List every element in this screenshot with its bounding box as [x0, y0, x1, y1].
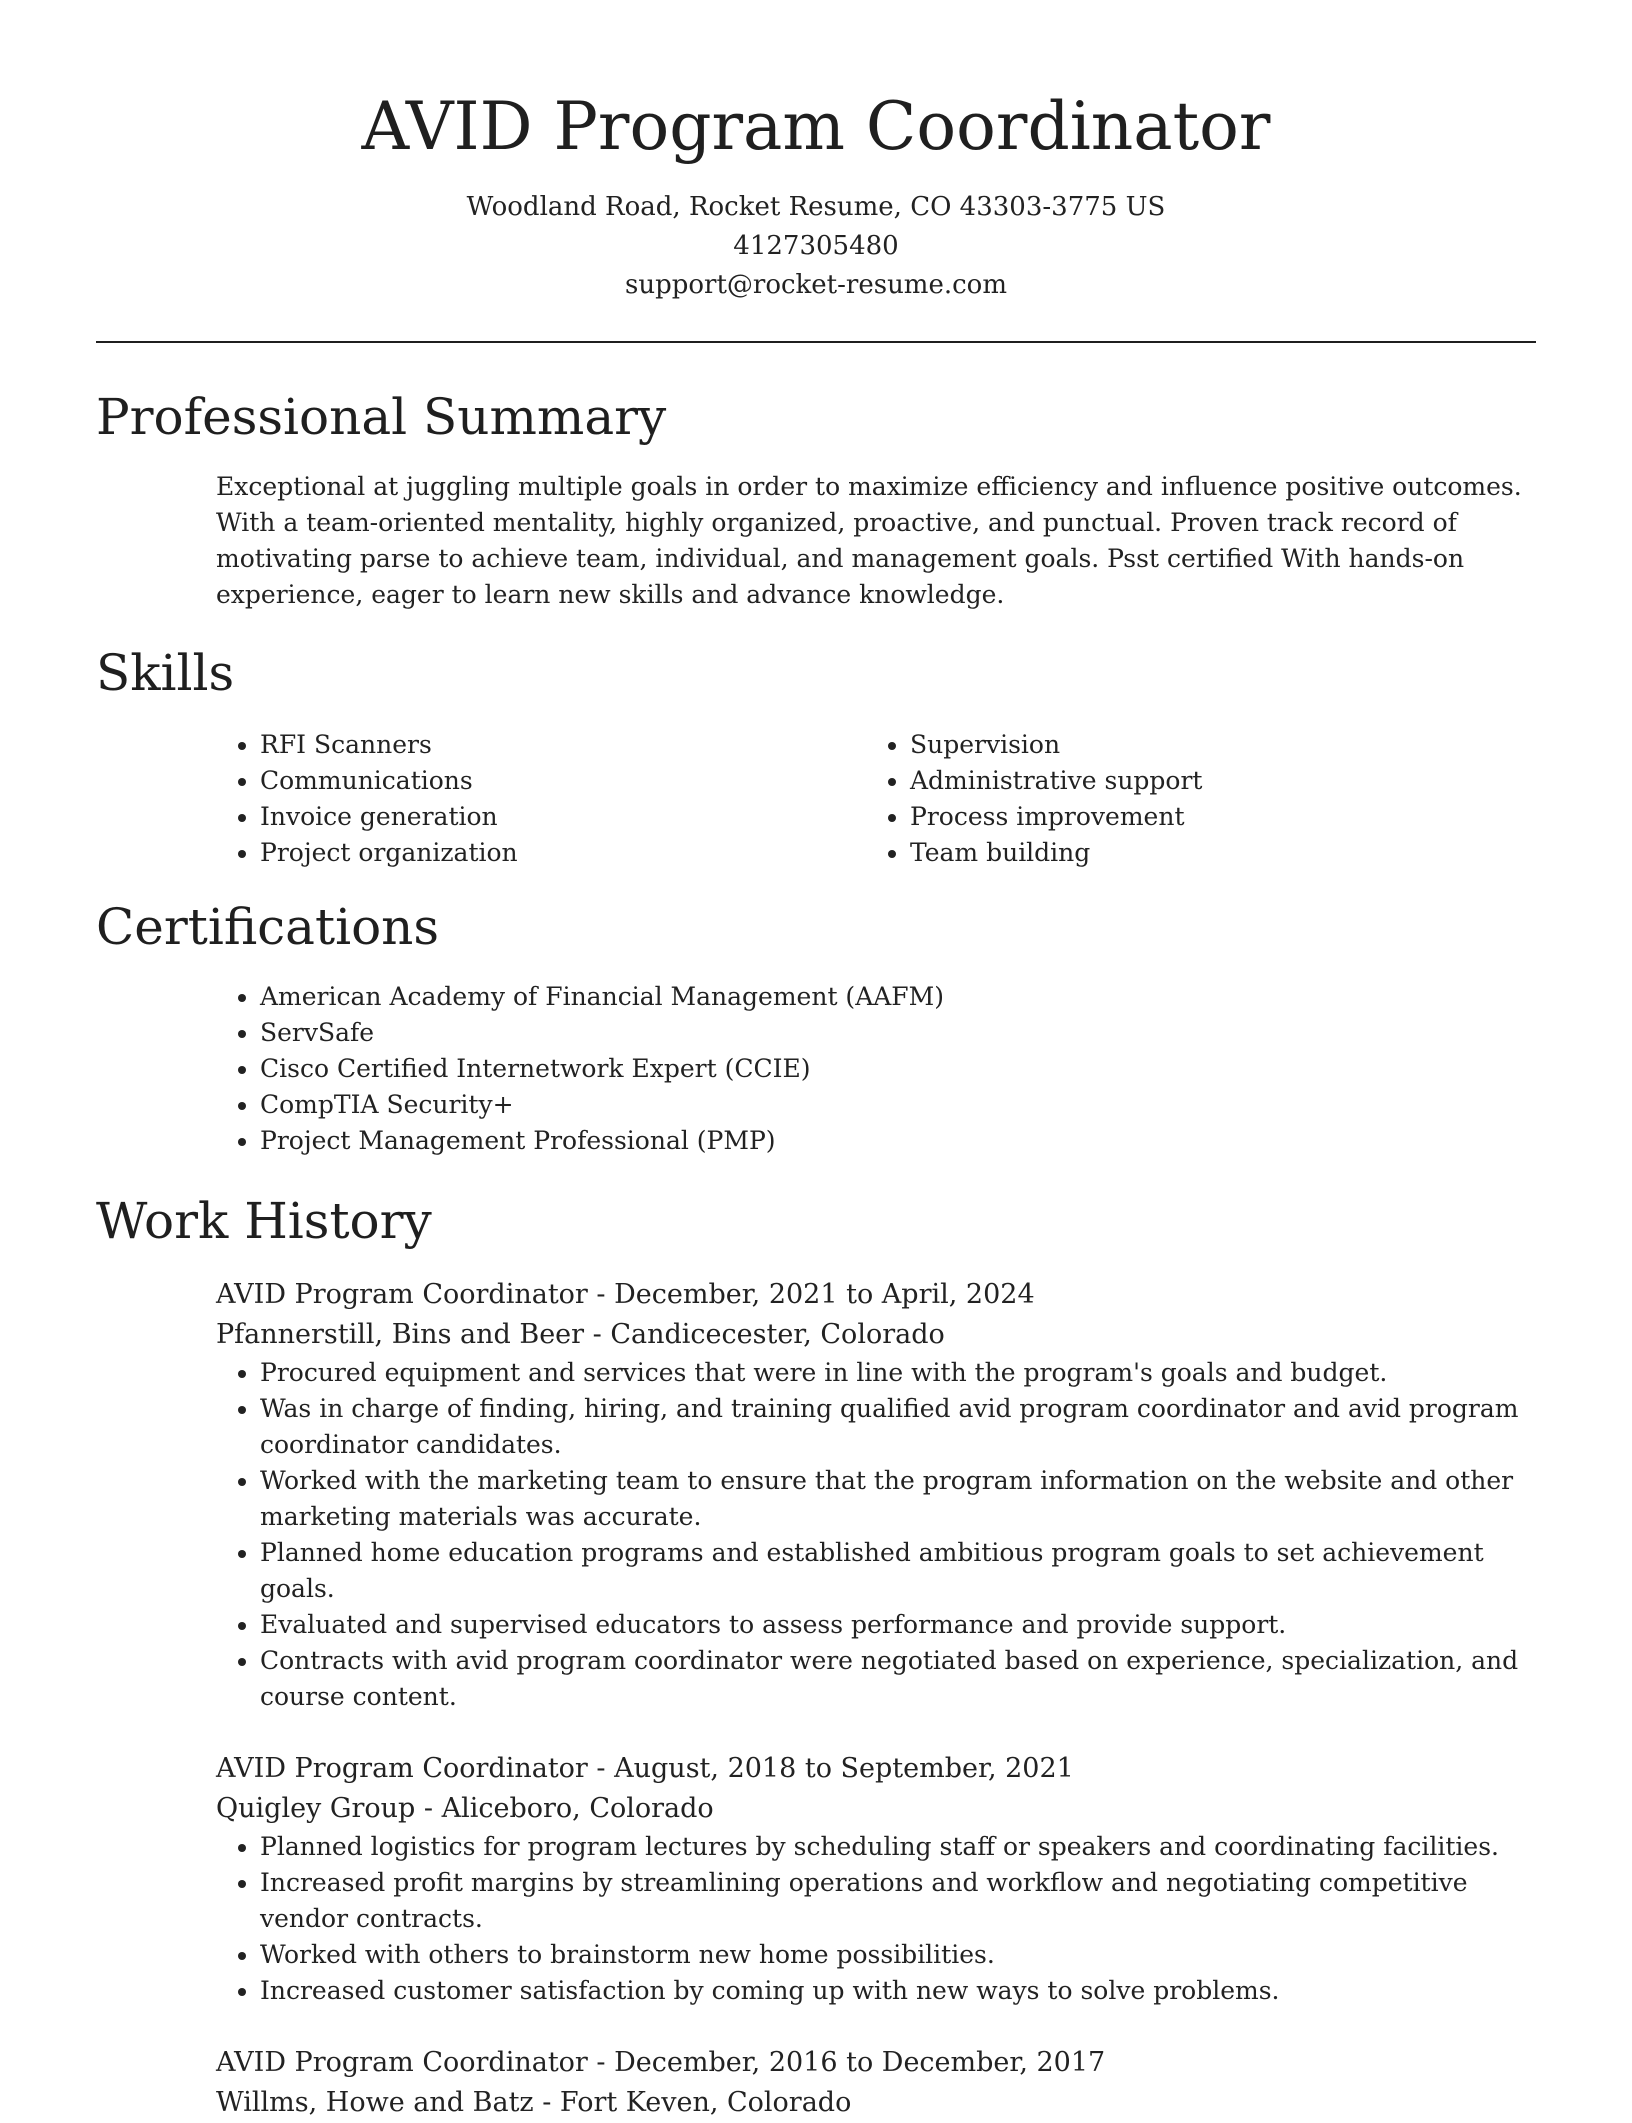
job-role-dates: AVID Program Coordinator - August, 2018 to September, 2021: [216, 1753, 1074, 1784]
job-duty-item: • Worked with others to brainstorm new home possibilities.: [260, 1937, 1536, 1973]
skill-item: • Process improvement: [910, 799, 1516, 835]
skill-item: • Project organization: [260, 835, 866, 871]
skills-heading: Skills: [96, 644, 235, 702]
job-entry: [216, 1275, 1536, 1715]
job-company-location: Quigley Group - Aliceboro, Colorado: [216, 1793, 714, 1824]
job-duty-item: • Evaluated and supervised educators to assess performance and provide support.: [260, 1607, 1536, 1643]
skill-item: • Team building: [910, 835, 1516, 871]
resume-page: [96, 0, 1536, 2123]
skill-item: • RFI Scanners: [260, 727, 866, 763]
job-duty-item: • Procured equipment and services that were in line with the program's goals and budget.: [260, 1355, 1536, 1391]
skill-item: • Administrative support: [910, 763, 1516, 799]
candidate-name: AVID Program Coordinator: [361, 88, 1271, 165]
job-duty-item: • Was in charge of finding, hiring, and training qualified avid program coordinator and avid program coordinator candidates.: [260, 1391, 1536, 1463]
skills-column-left: [216, 727, 866, 871]
summary-heading: Professional Summary: [96, 388, 667, 446]
skill-item: • Communications: [260, 763, 866, 799]
job-duty-item: • Increased profit margins by streamlining operations and workflow and negotiating competitive vendor contracts.: [260, 1865, 1536, 1937]
address-line: Woodland Road, Rocket Resume, CO 43303-3775 US: [466, 192, 1166, 222]
job-company-location: Pfannerstill, Bins and Beer - Candicecester, Colorado: [216, 1319, 945, 1350]
job-entry: [216, 1749, 1536, 2009]
job-company-location: Willms, Howe and Batz - Fort Keven, Colorado: [216, 2087, 852, 2118]
job-duty-item: • Planned home education programs and established ambitious program goals to set achievement goals.: [260, 1535, 1536, 1607]
certifications-heading: Certifications: [96, 898, 440, 956]
certification-item: • CompTIA Security+: [260, 1087, 1536, 1123]
phone-line: 4127305480: [733, 231, 899, 261]
summary-text: Exceptional at juggling multiple goals in order to maximize efficiency and influence positive outcomes. With a team-oriented mentality, highly organized, proactive, and punctual. Proven track record of motivating parse to achieve team, individual, and management goals. Psst certified With hands-on experience, eager to learn new skills and advance knowledge.: [216, 472, 1522, 609]
resume-header: [96, 0, 1536, 305]
job-entry: [216, 2043, 1536, 2123]
certifications-list: [216, 979, 1536, 1159]
job-role-dates: AVID Program Coordinator - December, 2021 to April, 2024: [216, 1279, 1035, 1310]
job-duties: [216, 1829, 1536, 2009]
skills-list: [216, 727, 1536, 871]
skill-item: • Supervision: [910, 727, 1516, 763]
job-duty-item: • Increased customer satisfaction by coming up with new ways to solve problems.: [260, 1973, 1536, 2009]
certification-item: • Cisco Certified Internetwork Expert (CCIE): [260, 1051, 1536, 1087]
certification-item: • ServSafe: [260, 1015, 1536, 1051]
skills-column-right: [866, 727, 1516, 871]
work-history-heading: Work History: [96, 1192, 432, 1250]
job-duty-item: • Worked with the marketing team to ensure that the program information on the website and other marketing materials was accurate.: [260, 1463, 1536, 1535]
header-divider: [96, 341, 1536, 343]
job-duty-item: • Contracts with avid program coordinator were negotiated based on experience, specialization, and course content.: [260, 1643, 1536, 1715]
certification-item: • American Academy of Financial Management (AAFM): [260, 979, 1536, 1015]
skill-item: • Invoice generation: [260, 799, 866, 835]
job-duties: [216, 1355, 1536, 1715]
job-duty-item: • Planned logistics for program lectures by scheduling staff or speakers and coordinating facilities.: [260, 1829, 1536, 1865]
email-line: support@rocket-resume.com: [624, 270, 1007, 300]
certification-item: • Project Management Professional (PMP): [260, 1123, 1536, 1159]
job-role-dates: AVID Program Coordinator - December, 2016 to December, 2017: [216, 2047, 1106, 2078]
